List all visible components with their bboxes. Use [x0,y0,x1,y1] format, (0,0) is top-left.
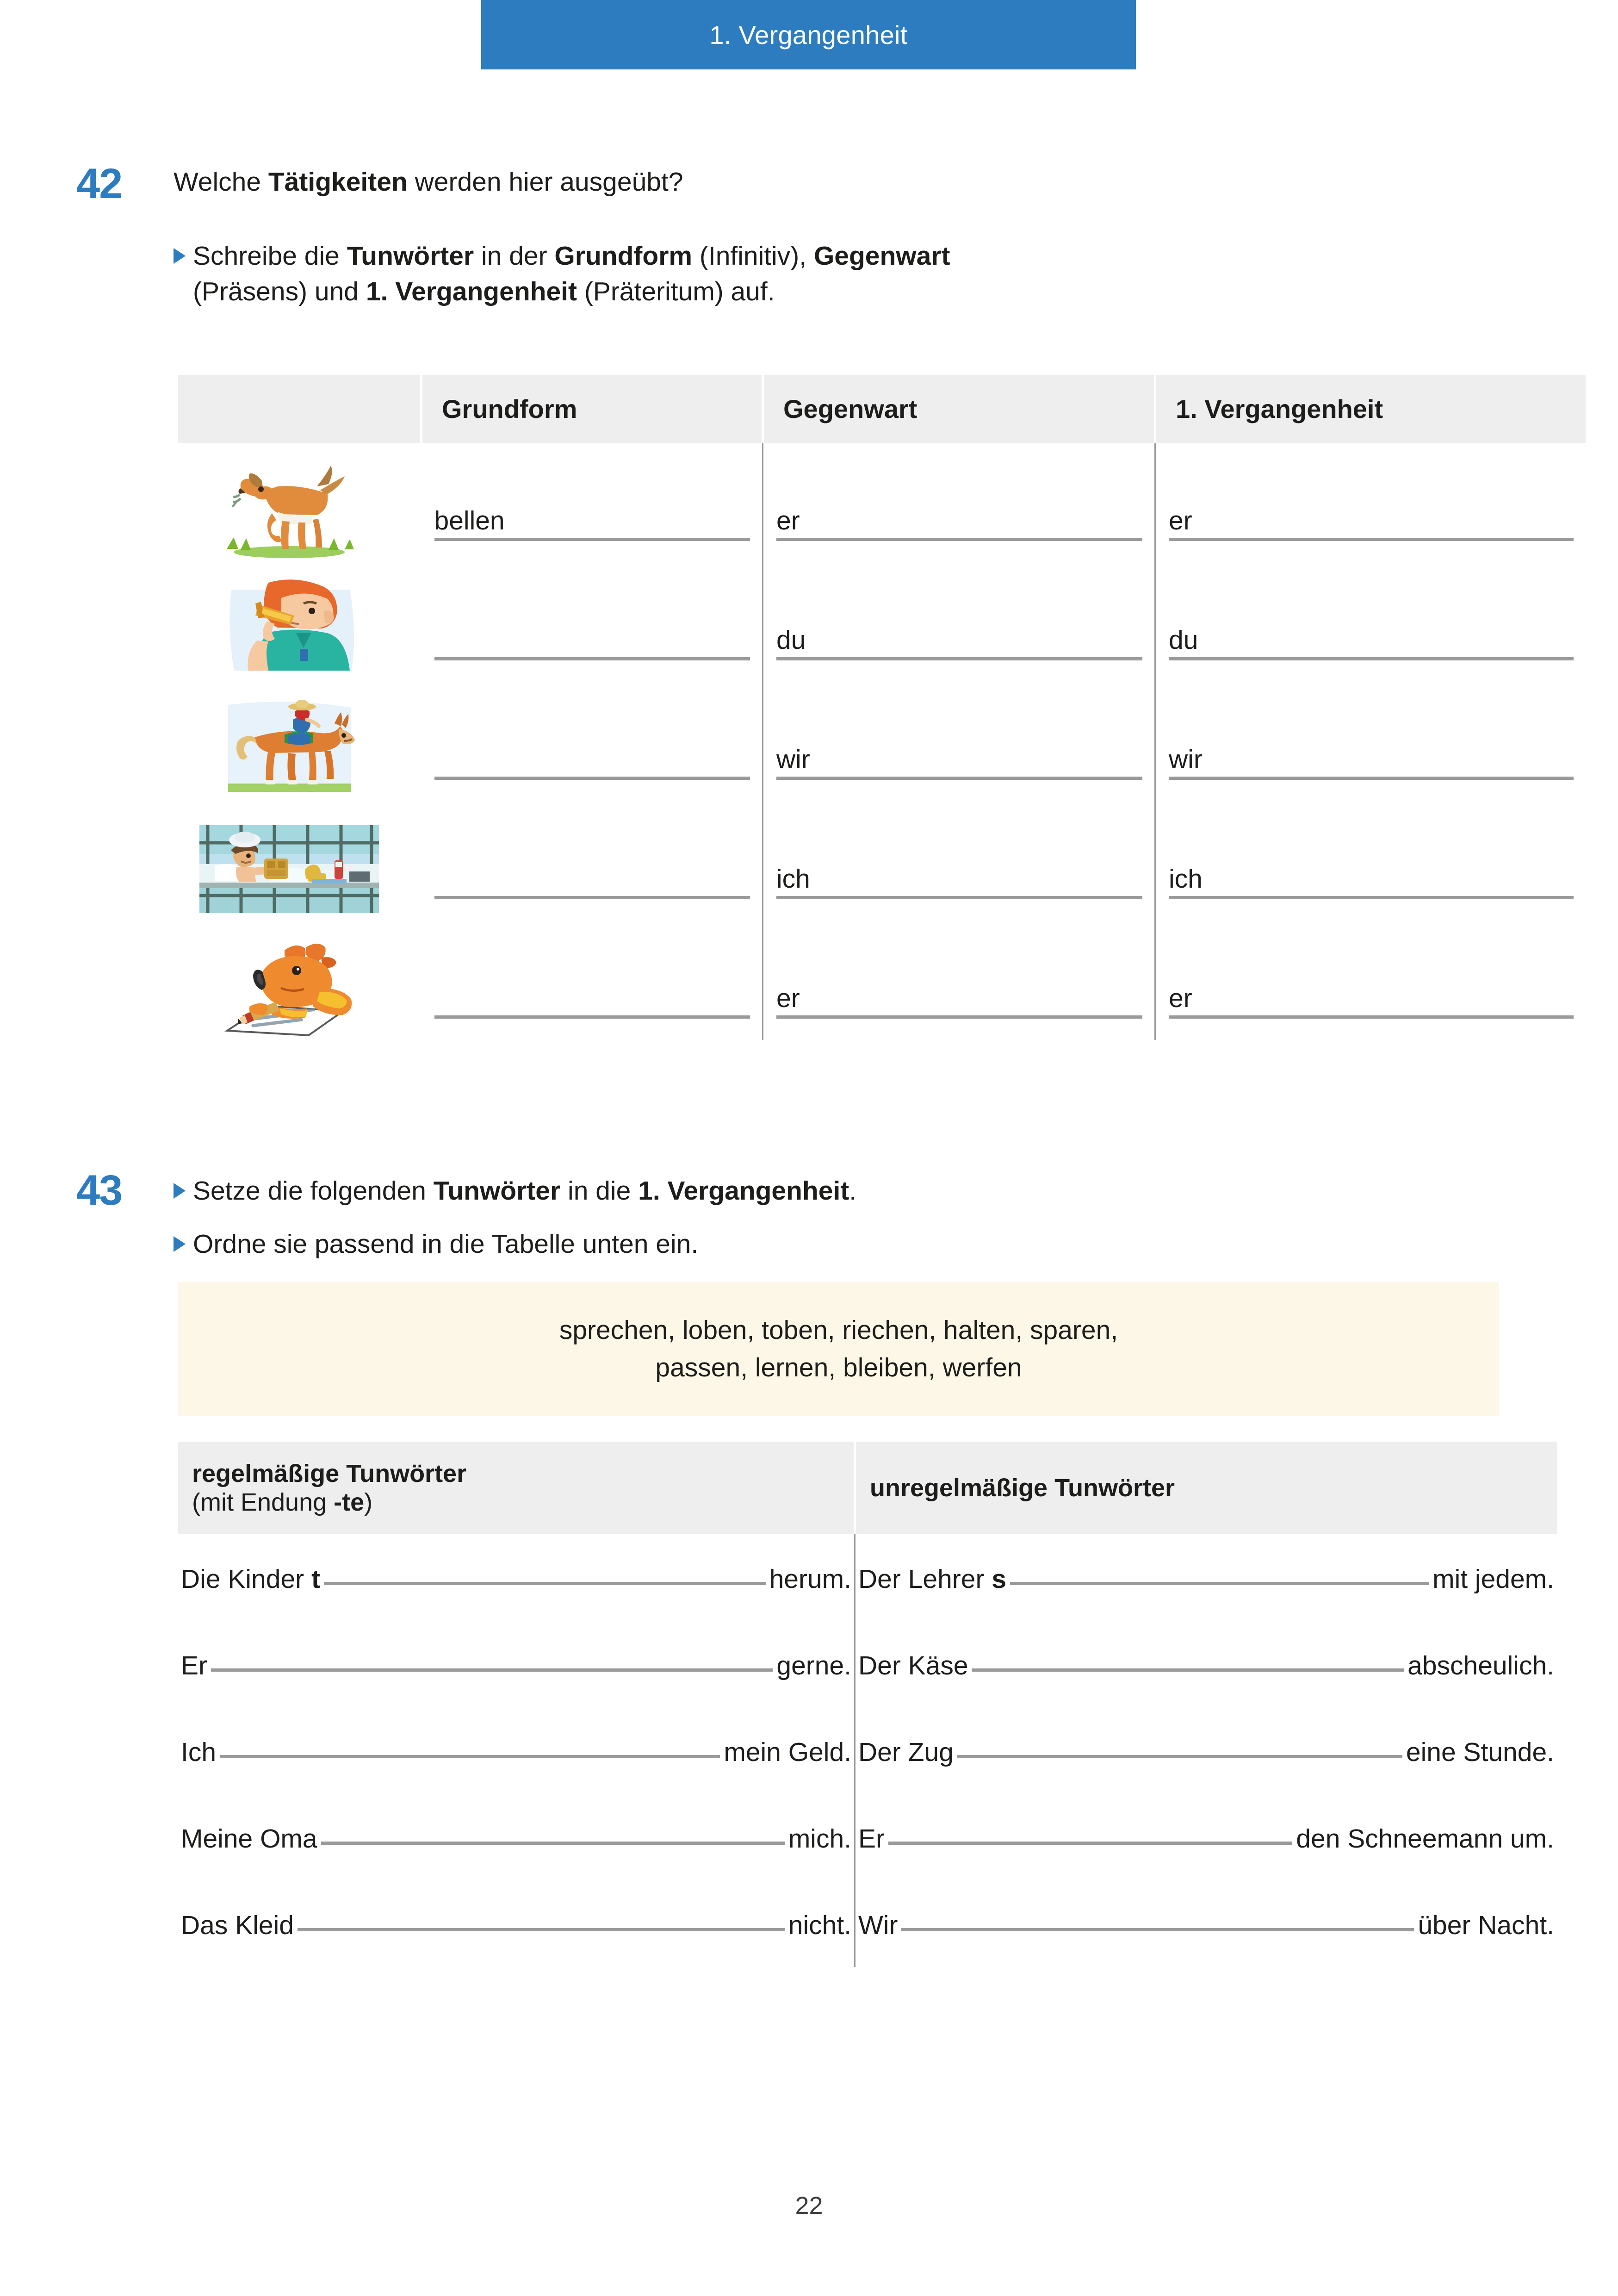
page-number: 22 [795,2192,823,2220]
answer-blank[interactable] [901,1904,1414,1931]
header-cell-regular-verbs [178,1442,855,1534]
verb-sorting-table [178,1442,1557,1967]
sentence-cell-irregular[interactable] [855,1794,1557,1880]
row-image-cell [178,682,422,801]
table-row [178,682,1586,801]
word-bank-line-2: passen, lernen, bleiben, werfen [655,1353,1022,1382]
conjugation-table [178,375,1586,1040]
answer-blank[interactable] [211,1644,773,1672]
sentence-suffix: gerne. [776,1651,851,1680]
vergangenheit-cell[interactable] [1155,562,1586,682]
answer-blank[interactable] [1010,1558,1429,1585]
sentence-suffix: den Schneemann um. [1296,1824,1554,1854]
row-image-cell [178,801,422,921]
instruction-seg-8: 1. Vergangenheit [366,276,577,306]
heading-text-bold: Tätigkeiten [268,167,408,197]
bullet-triangle-icon [174,1236,186,1252]
header-regular-line2 [192,1488,840,1517]
sentence-prefix: Wir [858,1910,898,1940]
grundform-answer-line[interactable] [434,981,750,1019]
page-header-banner [481,0,1136,69]
sentence-cell-irregular[interactable] [855,1880,1557,1967]
grundform-answer-line[interactable] [434,742,750,780]
instruction-seg-7: (Präsens) und [193,276,366,306]
exercise-42-instruction [174,238,1423,310]
dog-barking-illustration [178,445,400,560]
header-cell-image [178,375,422,443]
vergangenheit-cell[interactable] [1155,682,1586,801]
grundform-answer-line[interactable] [434,862,750,899]
instruction-seg-9: (Präteritum) auf. [577,276,775,306]
exercise-43-instruction-1 [174,1173,1423,1209]
vergangenheit-cell[interactable] [1155,921,1586,1040]
grundform-cell[interactable] [422,921,763,1040]
row-image-cell [178,921,422,1040]
table-row [178,1621,1557,1707]
answer-blank[interactable] [957,1731,1402,1758]
sentence-cell-regular[interactable] [178,1794,855,1880]
banner-title: 1. Vergangenheit [709,20,908,50]
instruction-seg-1: Schreibe die [193,241,347,271]
gegenwart-cell[interactable] [763,921,1155,1040]
grundform-cell[interactable] [422,562,763,682]
exercise-42-heading [174,164,1423,200]
gegenwart-cell[interactable] [763,801,1155,921]
word-bank-line-1: sprechen, loben, toben, riechen, halten, sparen, [559,1315,1118,1345]
grundform-cell[interactable] [422,682,763,801]
grundform-cell[interactable] [422,801,763,921]
gegenwart-answer-line[interactable]: er [776,504,1142,541]
heading-text-pre: Welche [174,167,268,197]
sentence-cell-irregular[interactable] [855,1707,1557,1794]
sentence-prefix: Der Käse [858,1651,968,1680]
header-regular-sub-c: ) [364,1488,373,1516]
sentence-prefix: Der Lehrer s [858,1564,1006,1594]
exercise-number-42: 42 [76,160,122,207]
word-bank [178,1282,1499,1416]
grundform-answer-line[interactable]: bellen [434,504,750,541]
sentence-prefix: Die Kinder t [181,1564,320,1594]
sentence-suffix: mich. [788,1824,851,1854]
instruction43-seg-3: in die [560,1176,639,1206]
instruction-seg-2: Tunwörter [347,241,474,271]
gegenwart-cell[interactable] [763,443,1155,562]
heading-text-post: werden hier ausgeübt? [407,167,683,197]
sentence-suffix: mit jedem. [1432,1564,1554,1594]
table-row [178,921,1586,1040]
gegenwart-answer-line[interactable]: du [776,623,1142,660]
header-regular-sub-a: (mit Endung [192,1488,334,1516]
gegenwart-cell[interactable] [763,562,1155,682]
answer-blank[interactable] [324,1558,766,1585]
sentence-prefix: Das Kleid [181,1910,294,1940]
header-cell-vergangenheit: 1. Vergangenheit [1155,375,1586,443]
exercise-43-instruction-2 [174,1226,1423,1262]
grundform-answer-line[interactable] [434,623,750,660]
vergangenheit-answer-line[interactable]: ich [1169,862,1574,899]
vergangenheit-cell[interactable] [1155,801,1586,921]
instruction-seg-4: Grundform [554,241,693,271]
table-header-row [178,1442,1557,1534]
sentence-cell-regular[interactable] [178,1621,855,1707]
vergangenheit-answer-line[interactable]: er [1169,504,1574,541]
instruction-seg-6: Gegenwart [813,241,950,271]
sentence-suffix: nicht. [788,1910,851,1940]
sentence-cell-irregular[interactable] [855,1621,1557,1707]
instruction43-seg-1: Setze die folgenden [193,1176,434,1206]
vergangenheit-answer-line[interactable]: wir [1169,742,1574,780]
sentence-prefix: Er [858,1824,885,1854]
instruction43-line2: Ordne sie passend in die Tabelle unten ein. [193,1229,699,1259]
answer-blank[interactable] [298,1904,785,1931]
answer-blank[interactable] [972,1644,1404,1672]
vergangenheit-answer-line[interactable]: er [1169,981,1574,1019]
sentence-suffix: eine Stunde. [1406,1737,1554,1767]
sentence-cell-irregular[interactable] [855,1534,1557,1621]
table-row [178,801,1586,921]
vergangenheit-cell[interactable] [1155,443,1586,562]
sentence-prefix: Ich [181,1737,217,1767]
header-cell-gegenwart: Gegenwart [763,375,1155,443]
vergangenheit-answer-line[interactable]: du [1169,623,1574,660]
sentence-suffix: abscheulich. [1407,1651,1554,1680]
table-header-row [178,375,1586,443]
instruction-seg-5: (Infinitiv), [692,241,814,271]
sentence-cell-regular[interactable] [178,1880,855,1967]
dog-writing-illustration [178,922,400,1038]
child-bathing-illustration [178,803,400,919]
table-row [178,1707,1557,1794]
sentence-suffix: mein Geld. [724,1737,851,1767]
sentence-cell-regular[interactable] [178,1534,855,1621]
sentence-prefix: Der Zug [858,1737,954,1767]
header-regular-line1: regelmäßige Tunwörter [192,1460,467,1487]
gegenwart-answer-line[interactable]: er [776,981,1142,1019]
table-row [178,1534,1557,1621]
gegenwart-cell[interactable] [763,682,1155,801]
answer-blank[interactable] [321,1817,785,1845]
table-row [178,562,1586,682]
table-row [178,443,1586,562]
header-regular-sub-b: -te [334,1488,365,1516]
gegenwart-answer-line[interactable]: wir [776,742,1142,780]
sentence-prefix: Er [181,1651,207,1680]
sentence-prefix: Meine Oma [181,1824,317,1854]
boy-drinking-illustration [178,564,400,680]
row-image-cell [178,443,422,562]
grundform-cell[interactable] [422,443,763,562]
gegenwart-answer-line[interactable]: ich [776,862,1142,899]
table-row [178,1794,1557,1880]
bullet-triangle-icon [174,1183,186,1199]
bullet-triangle-icon [174,248,186,264]
sentence-suffix: herum. [769,1564,851,1594]
instruction43-seg-2: Tunwörter [433,1176,561,1206]
answer-blank[interactable] [888,1817,1292,1845]
sentence-suffix: über Nacht. [1418,1910,1554,1940]
sentence-cell-regular[interactable] [178,1707,855,1794]
exercise-number-43: 43 [76,1167,122,1214]
header-cell-grundform: Grundform [422,375,763,443]
instruction43-seg-5: . [849,1176,857,1206]
table-row [178,1880,1557,1967]
horse-riding-illustration [178,684,400,799]
header-cell-irregular-verbs: unregelmäßige Tunwörter [855,1442,1557,1534]
instruction-seg-3: in der [474,241,555,271]
answer-blank[interactable] [220,1731,720,1758]
instruction43-seg-4: 1. Vergangenheit [638,1176,849,1206]
row-image-cell [178,562,422,682]
